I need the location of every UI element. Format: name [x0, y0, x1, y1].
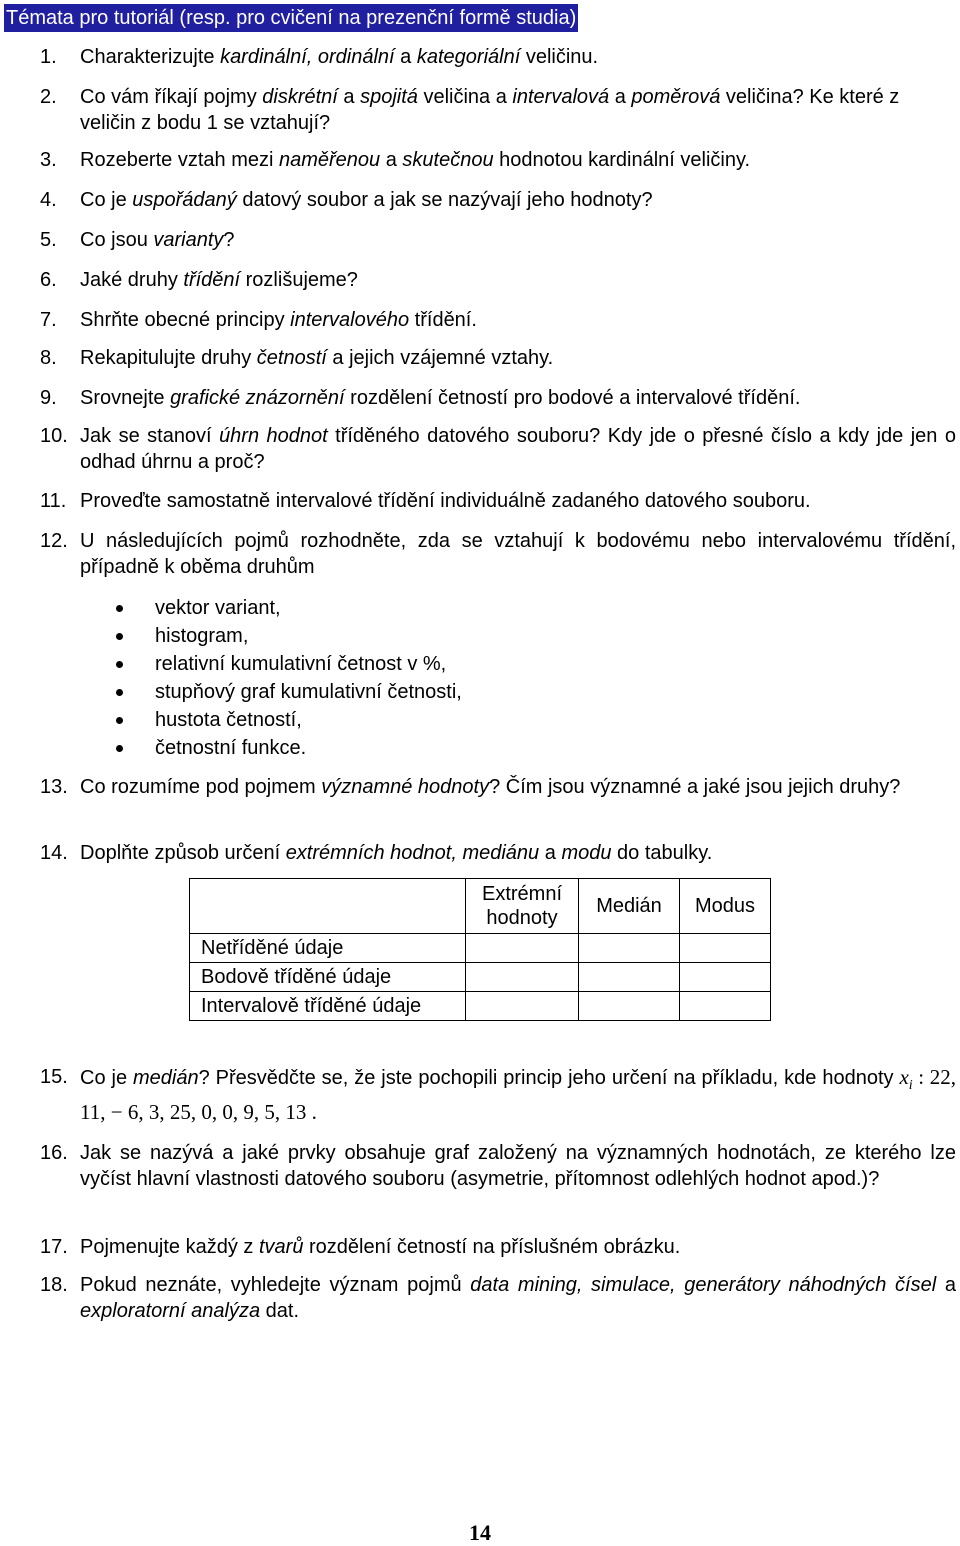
table-header-cell: Medián	[579, 879, 680, 934]
table-row	[190, 963, 771, 992]
question-text	[80, 1064, 956, 1126]
bullet-icon	[116, 661, 123, 668]
text-segment: a	[380, 149, 403, 171]
text-segment: veličina a	[417, 86, 513, 108]
question-number: 3.	[40, 149, 57, 171]
emphasized-term: medián	[133, 1067, 199, 1089]
text-segment: Jak se stanoví	[80, 425, 220, 447]
table-cell	[680, 992, 771, 1021]
text-segment: tříděného datového souboru? Kdy jde o přesné číslo a kdy jde jen o odhad úhrnu a proč?	[80, 425, 956, 473]
question-text	[80, 1234, 956, 1260]
question-text	[80, 44, 956, 70]
text-segment: rozdělení četností pro bodové a intervalové třídění.	[344, 387, 801, 409]
table-row-label: Intervalově tříděné údaje	[190, 992, 466, 1021]
question-number: 8.	[40, 347, 57, 369]
text-segment: Co rozumíme pod pojmem	[80, 776, 322, 798]
emphasized-term: spojitá	[360, 86, 418, 108]
question-number: 5.	[40, 229, 57, 251]
table-cell	[466, 992, 579, 1021]
text-segment: a jejich vzájemné vztahy.	[326, 347, 554, 369]
emphasized-term: varianty	[153, 229, 224, 251]
table-header-cell: Extrémní hodnoty	[466, 879, 579, 934]
question-number: 11.	[40, 490, 67, 512]
table-header-row	[190, 879, 771, 934]
emphasized-term: intervalová	[512, 86, 610, 108]
emphasized-term: uspořádaný	[132, 189, 237, 211]
question-text	[80, 267, 956, 293]
text-segment: Jak se nazývá a jaké prvky obsahuje graf založený na významných hodnotách, ze kterého lze vyčíst hlavní vlastnosti datového souboru (asymetrie, přítomnost odlehlých hodnot apod.)?	[80, 1142, 956, 1190]
question-number: 6.	[40, 269, 57, 291]
document-page: Témata pro tutoriál (resp. pro cvičení na prezenční formě studia) 1. Charakterizujte kardinální, ordinální a kategoriální veličinu. 2. Co vám říkají pojmy diskrétní a spojitá veličina a intervalová a poměrová veličina? Ke které z veličin z bodu 1 se vztahují? 3. Rozeberte vztah mezi naměřenou a skutečnou hodnotou kardinální veličiny. 4. Co je uspořádaný datový soubor a jak se nazývají jeho hodnoty? 5. Co jsou varianty? 6. Jaké druhy třídění rozlišujeme? 7. Shrňte obecné principy intervalového třídění. 8. Rekapitulujte druhy četností a jejich vzájemné vztahy. 9. Srovnejte grafické znázornění rozdělení četností pro bodové a intervalové třídění. 10. Jak se stanoví úhrn hodnot tříděného datového souboru? Kdy jde o přesné číslo a kdy jde jen o odhad úhrnu a proč? 11. Proveďte samostatně intervalové třídění individuálně zadaného datového souboru. 12. U následujících pojmů rozhodněte, zda se vztahují k bodovému nebo intervalovému třídění, případně k oběma druhům vektor variant, histogram, relativní kumulativní četnost v %, stupňový graf kumulativní četnosti, hustota četností, četnostní funkce. 13. Co rozumíme pod pojmem významné hodnoty? Čím jsou významné a jaké jsou jejich druhy? 14. Doplňte způsob určení extrémních hodnot, mediánu a modu do tabulky. Extrémní hodnoty Medián Modus Netříděné údaje Bodově tříděné údaje Intervalově tříděné údaje 15. Co je medián? Přesvědčte se, že jste pochopili princip jeho určení na příkladu, kde hodnoty $x_i$ : 22, 11, − 6, 3, 25, 0, 0, 9, 5, 13 . 16. Jak se nazývá a jaké prvky obsahuje graf založený na významných hodnotách, ze kterého lze vyčíst hlavní vlastnosti datového souboru (asymetrie, přítomnost odlehlých hodnot apod.)? 17. Pojmenujte každý z tvarů rozdělení četností na příslušném obrázku. 18. Pokud neznáte, vyhledejte význam pojmů data mining, simulace, generátory náhodných čísel a exploratorní analýza dat. 14	[0, 0, 960, 1545]
question-number: 17.	[40, 1236, 68, 1258]
text-segment: veličina? Ke které z veličin z bodu 1 se vztahují?	[80, 86, 900, 134]
emphasized-term: data mining, simulace, generátory náhodných čísel	[470, 1274, 937, 1296]
text-segment: hodnotou kardinální veličiny.	[493, 149, 751, 171]
emphasized-term: významné hodnoty	[321, 776, 490, 798]
emphasized-term: intervalového	[290, 309, 410, 331]
emphasized-term: kategoriální	[416, 46, 521, 68]
emphasized-term: grafické znázornění	[170, 387, 345, 409]
text-segment: Pojmenujte každý z	[80, 1236, 259, 1258]
text-segment: Srovnejte	[80, 387, 171, 409]
text-segment: Co jsou	[80, 229, 154, 251]
table-cell	[579, 934, 680, 963]
formula: $x_i$ : 22, 11, − 6, 3, 25, 0, 0, 9, 5, 13 .	[80, 1065, 957, 1125]
text-segment: třídění.	[409, 309, 477, 331]
text-segment: veličinu.	[520, 46, 599, 68]
text-segment: rozlišujeme?	[240, 269, 358, 291]
text-segment: datový soubor a jak se nazývají jeho hodnoty?	[236, 189, 653, 211]
question-number: 2.	[40, 86, 57, 108]
emphasized-term: extrémních hodnot, mediánu	[285, 842, 540, 864]
text-segment: Shrňte obecné principy	[80, 309, 291, 331]
question-number: 18.	[40, 1274, 68, 1296]
text-segment: a	[539, 842, 562, 864]
text-segment: a	[394, 46, 417, 68]
question-text	[80, 84, 920, 136]
text-segment: Co vám říkají pojmy	[80, 86, 263, 108]
question-text	[80, 227, 956, 253]
text-segment: U následujících pojmů rozhodněte, zda se vztahují k bodovému nebo intervalovému třídění, případně k oběma druhům	[80, 530, 956, 578]
emphasized-term: modu	[561, 842, 612, 864]
emphasized-term: tvarů	[258, 1236, 304, 1258]
table-cell	[680, 963, 771, 992]
emphasized-term: diskrétní	[262, 86, 338, 108]
text-segment: a	[337, 86, 361, 108]
emphasized-term: třídění	[183, 269, 241, 291]
table-cell	[466, 934, 579, 963]
text-segment: a	[936, 1274, 956, 1296]
question-text	[80, 147, 956, 173]
question-text	[80, 307, 956, 333]
question-text	[80, 488, 956, 514]
question-number: 13.	[40, 776, 68, 798]
table-row	[190, 934, 771, 963]
question-text	[80, 774, 956, 800]
question-number: 15.	[40, 1066, 68, 1088]
question-number: 7.	[40, 309, 57, 331]
question-text	[80, 840, 956, 866]
text-segment: dat.	[260, 1300, 300, 1322]
question-number: 12.	[40, 530, 68, 552]
text-segment: ? Čím jsou významné a jaké jsou jejich druhy?	[489, 776, 901, 798]
bullet-icon	[116, 717, 123, 724]
text-segment: ?	[223, 229, 235, 251]
table-row-label: Bodově tříděné údaje	[190, 963, 466, 992]
text-segment: Pokud neznáte, vyhledejte význam pojmů	[80, 1274, 471, 1296]
text-segment: rozdělení četností na příslušném obrázku.	[303, 1236, 681, 1258]
bullet-icon	[116, 689, 123, 696]
bullet-icon	[116, 605, 123, 612]
text-segment: Doplňte způsob určení	[80, 842, 286, 864]
text-segment: Rozeberte vztah mezi	[80, 149, 279, 171]
table-cell	[680, 934, 771, 963]
table-row-label: Netříděné údaje	[190, 934, 466, 963]
emphasized-term: kardinální, ordinální	[220, 46, 395, 68]
table-cell	[466, 963, 579, 992]
text-segment: a	[609, 86, 632, 108]
emphasized-term: skutečnou	[402, 149, 494, 171]
question-number: 14.	[40, 842, 68, 864]
bullet-icon	[116, 633, 123, 640]
text-segment: Co je	[80, 1067, 133, 1089]
table-header-cell: Modus	[680, 879, 771, 934]
question-text	[80, 1140, 956, 1192]
text-segment: Co je	[80, 189, 133, 211]
emphasized-term: exploratorní analýza	[80, 1300, 261, 1322]
text-segment: Proveďte samostatně intervalové třídění individuálně zadaného datového souboru.	[80, 490, 811, 512]
table-cell	[579, 963, 680, 992]
question-number: 4.	[40, 189, 57, 211]
emphasized-term: četností	[256, 347, 327, 369]
question-text	[80, 385, 956, 411]
question-text	[80, 345, 956, 371]
text-segment: do tabulky.	[611, 842, 713, 864]
question-text	[80, 423, 956, 475]
emphasized-term: poměrová	[631, 86, 721, 108]
text-segment: Rekapitulujte druhy	[80, 347, 257, 369]
question-number: 10.	[40, 425, 68, 447]
text-segment: ? Přesvědčte se, že jste pochopili princip jeho určení na příkladu, kde hodnoty	[198, 1067, 900, 1089]
emphasized-term: naměřenou	[278, 149, 381, 171]
table-cell	[579, 992, 680, 1021]
table-row	[190, 992, 771, 1021]
question-number: 1.	[40, 46, 57, 68]
question-number: 16.	[40, 1142, 68, 1164]
question-number: 9.	[40, 387, 57, 409]
bullet-icon	[116, 745, 123, 752]
question-text	[80, 528, 956, 580]
methods-table	[189, 878, 771, 1021]
text-segment: Charakterizujte	[80, 46, 221, 68]
text-segment: Jaké druhy	[80, 269, 184, 291]
section-heading: Témata pro tutoriál (resp. pro cvičení na prezenční formě studia)	[4, 4, 578, 32]
question-text	[80, 1272, 956, 1324]
question-15-text	[80, 1067, 899, 1089]
page-number: 14	[469, 1520, 491, 1545]
emphasized-term: úhrn hodnot	[219, 425, 328, 447]
table-header-cell	[190, 879, 466, 934]
question-text	[80, 187, 956, 213]
